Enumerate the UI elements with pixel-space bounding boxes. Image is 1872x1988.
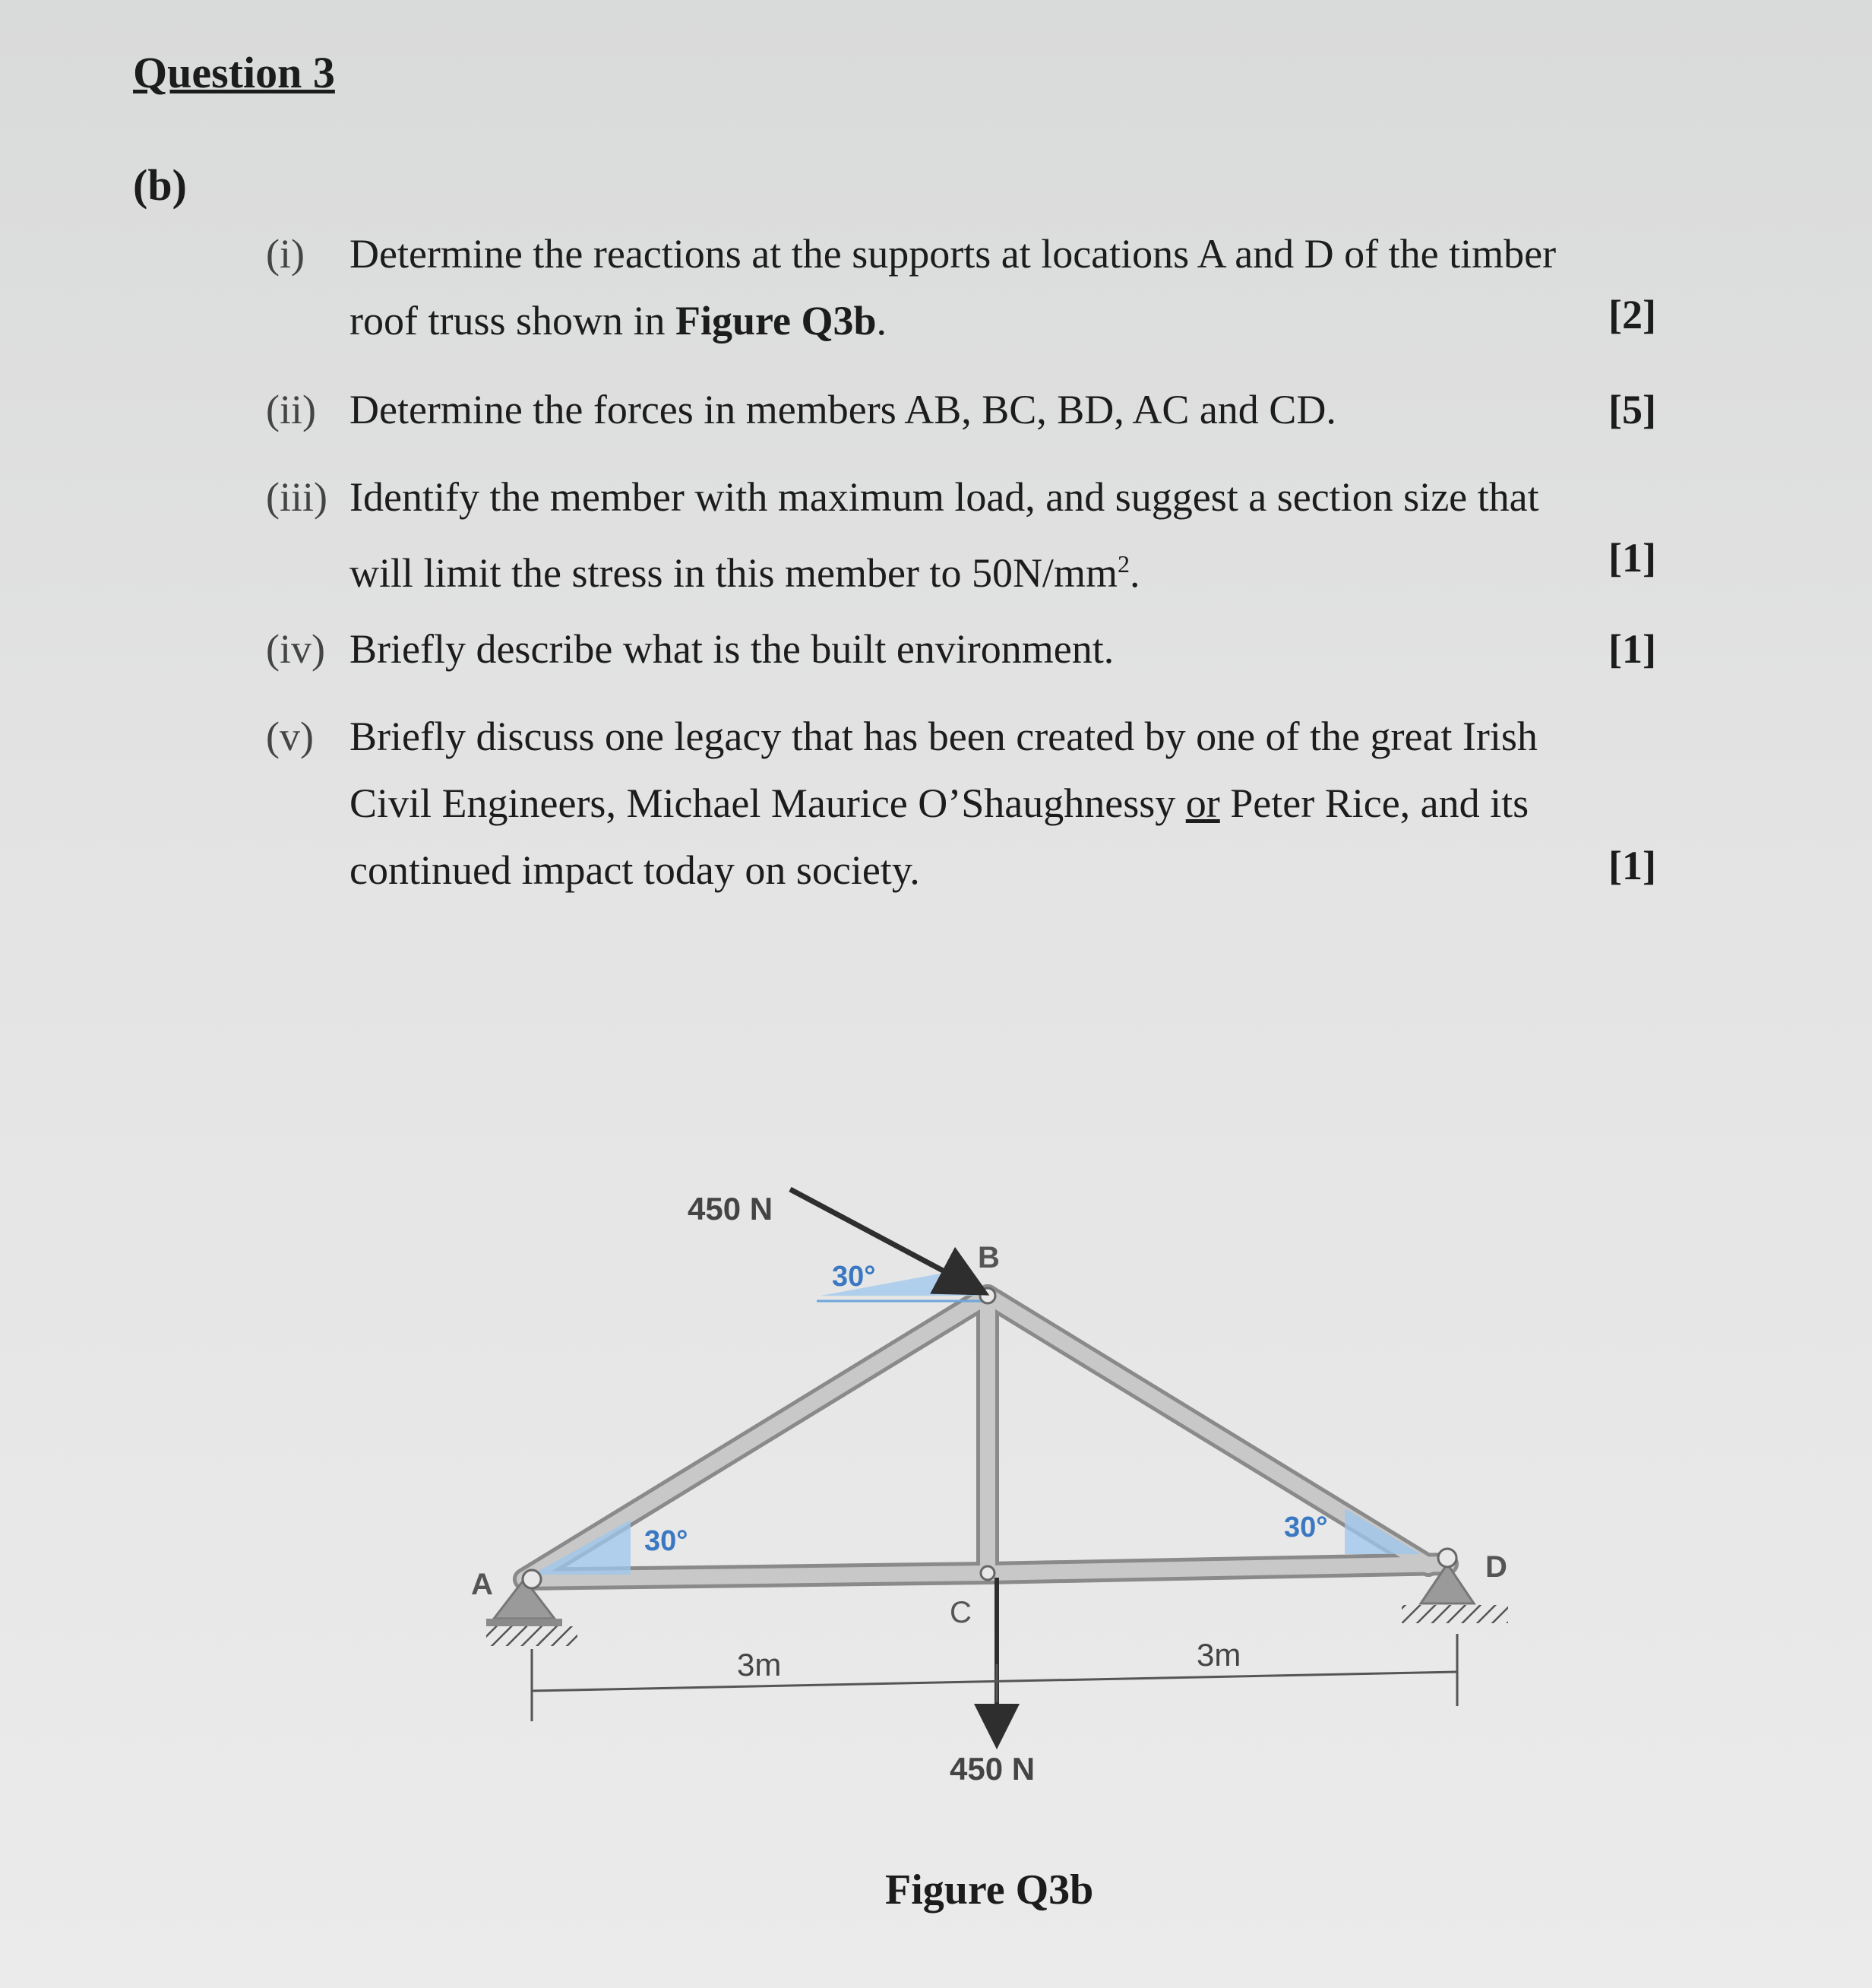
- label-angle-a: 30°: [644, 1525, 688, 1557]
- joint-d: [1438, 1549, 1456, 1567]
- question-i-marks: [2]: [1608, 292, 1656, 337]
- question-title: Question 3: [133, 48, 335, 97]
- question-iii-number: (iii): [266, 474, 327, 520]
- question-v-marks: [1]: [1608, 843, 1656, 888]
- label-angle-d: 30°: [1284, 1512, 1328, 1543]
- question-iii-line2: will limit the stress in this member to 50N/mm: [349, 550, 1118, 596]
- question-iv-marks: [1]: [1608, 626, 1656, 672]
- joint-c: [981, 1566, 994, 1580]
- joint-a: [523, 1570, 541, 1588]
- question-ii-marks: [5]: [1608, 387, 1656, 432]
- figure-caption: Figure Q3b: [885, 1866, 1094, 1914]
- joint-b: [980, 1288, 995, 1303]
- question-iv-number: (iv): [266, 626, 325, 672]
- question-iii-line1: Identify the member with maximum load, and suggest a section size that: [349, 474, 1539, 520]
- underlined-or: or: [1185, 780, 1220, 826]
- label-node-b: B: [978, 1241, 1000, 1274]
- question-iv-text: Briefly describe what is the built environment.: [349, 626, 1115, 672]
- label-span-right: 3m: [1197, 1637, 1241, 1673]
- question-v: (v) Briefly discuss one legacy that has been created by one of the great Irish Civil Engineers, Michael Maurice O’Shaughnessy or Peter Rice, and its continued impact today on society. [1]: [266, 703, 1656, 904]
- question-ii-number: (ii): [266, 387, 316, 432]
- inclined-load-arrow: [790, 1189, 980, 1290]
- question-ii-text: Determine the forces in members AB, BC, BD, AC and CD.: [349, 387, 1336, 432]
- question-i-line2: roof truss shown in: [349, 298, 675, 343]
- figure-reference: Figure Q3b: [675, 298, 877, 343]
- question-i-line1: Determine the reactions at the supports at locations A and D of the timber: [349, 231, 1557, 277]
- question-i-number: (i): [266, 231, 305, 277]
- question-v-number: (v): [266, 714, 314, 759]
- label-vertical-load: 450 N: [950, 1751, 1036, 1787]
- angle-wedge-d: [1345, 1508, 1421, 1554]
- label-node-a: A: [471, 1568, 493, 1601]
- question-iii-marks: [1]: [1608, 535, 1656, 581]
- part-label: (b): [133, 160, 187, 210]
- question-i: (i) Determine the reactions at the supports at locations A and D of the timber roof truss shown in Figure Q3b. [2]: [266, 220, 1656, 354]
- question-v-line3: continued impact today on society.: [349, 847, 920, 893]
- question-v-line2: Civil Engineers, Michael Maurice O’Shaughnessy: [349, 780, 1186, 826]
- question-iii: (iii) Identify the member with maximum load, and suggest a section size that will limit the stress in this member to $50N/mm^2$. [1]: [266, 464, 1656, 606]
- label-node-d: D: [1485, 1550, 1507, 1584]
- label-node-c: C: [950, 1596, 972, 1629]
- question-v-line1: Briefly discuss one legacy that has been created by one of the great Irish: [349, 714, 1538, 759]
- label-span-left: 3m: [737, 1647, 782, 1683]
- label-angle-load: 30°: [832, 1261, 876, 1293]
- label-inclined-load: 450 N: [688, 1191, 773, 1227]
